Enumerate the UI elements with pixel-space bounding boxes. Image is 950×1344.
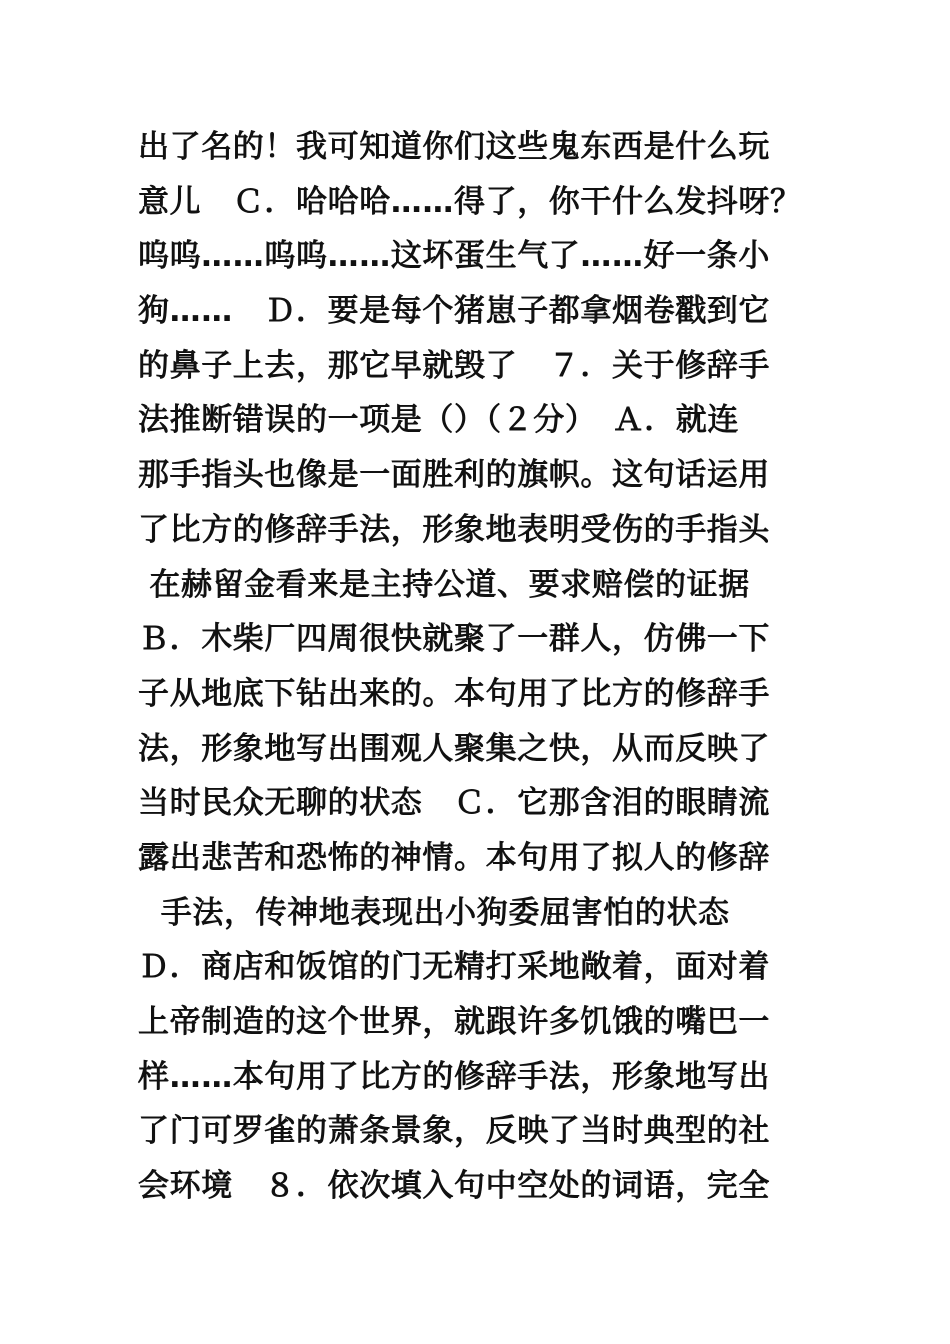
text-line: 了门可罗雀的萧条景象，反映了当时典型的社: [138, 1113, 770, 1150]
text-line: 了比方的修辞手法，形象地表明受伤的手指头: [138, 511, 770, 548]
text-line: 露出悲苦和恐怖的神情。本句用了拟人的修辞: [138, 839, 770, 876]
text-line: 手法，传神地表现出小狗委屈害怕的状态: [138, 894, 730, 931]
text-line: 出了名的！我可知道你们这些鬼东西是什么玩: [138, 129, 770, 165]
text-line: 法，形象地写出围观人聚集之快，从而反映了: [138, 730, 770, 767]
text-line: 样……本句用了比方的修辞手法，形象地写出: [138, 1058, 770, 1095]
text-line: 在赫留金看来是主持公道、要求赔偿的证据: [138, 566, 750, 603]
text-line: Ｄ．商店和饭馆的门无精打采地敞着，面对着: [138, 949, 770, 986]
text-line: 呜呜……呜呜……这坏蛋生气了……好一条小: [138, 238, 770, 275]
text-line: 子从地底下钻出来的。本句用了比方的修辞手: [138, 675, 770, 712]
text-line: 意儿 Ｃ．哈哈哈……得了，你干什么发抖呀？: [138, 183, 802, 220]
text-line: Ｂ．木柴厂四周很快就聚了一群人，仿佛一下: [138, 621, 770, 658]
text-line: 上帝制造的这个世界，就跟许多饥饿的嘴巴一: [138, 1004, 770, 1040]
text-line: 的鼻子上去，那它早就毁了 ７．关于修辞手: [138, 347, 770, 384]
text-line: 那手指头也像是一面胜利的旗帜。这句话运用: [138, 457, 770, 494]
body-text: [138, 120, 938, 1214]
text-line: 会环境 ８．依次填入句中空处的词语，完全: [138, 1168, 770, 1205]
text-line: 狗…… Ｄ．要是每个猪崽子都拿烟卷戳到它: [138, 293, 770, 330]
text-line: 当时民众无聊的状态 Ｃ．它那含泪的眼睛流: [138, 785, 770, 822]
text-line: 法推断错误的一项是（）（２分） Ａ．就连: [138, 402, 739, 439]
